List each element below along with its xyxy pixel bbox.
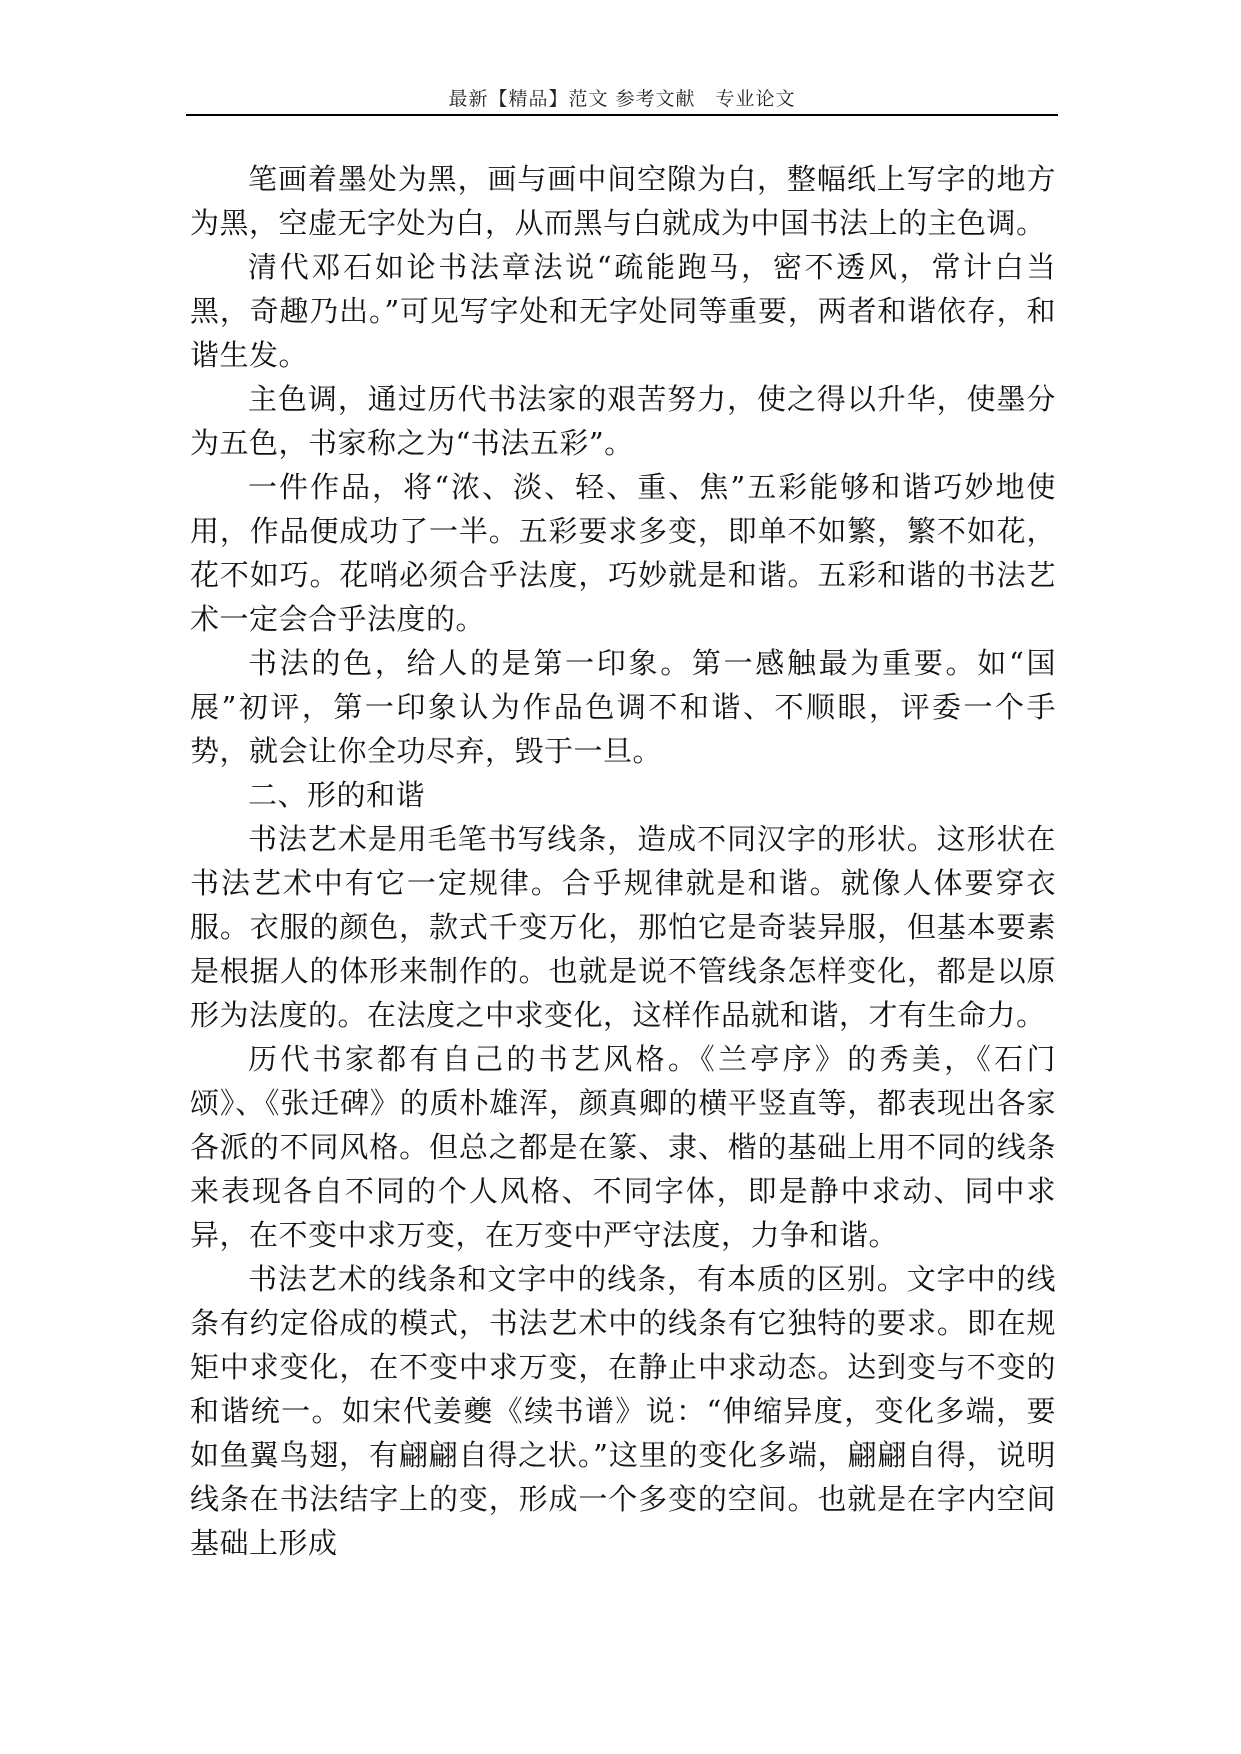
- paragraph-calligraphy-styles: 历代书家都有自己的书艺风格。《兰亭序》的秀美，《石门颂》、《张迁碑》的质朴雄浑，颜真卿的横平竖直等，都表现出各家各派的不同风格。但总之都是在篆、隶、楷的基础上用不同的线条来表现各自不同的个人风格、不同字体，即是静中求动、同中求异，在不变中求万变，在万变中严守法度，力争和谐。: [190, 1042, 1056, 1252]
- paragraph-deng-shiru: 清代邓石如论书法章法说“疏能跑马，密不透风，常计白当黑，奇趣乃出。”可见写字处和无字处同等重要，两者和谐依存，和谐生发。: [190, 250, 1056, 372]
- paragraph-line-essence: 书法艺术的线条和文字中的线条，有本质的区别。文字中的线条有约定俗成的模式，书法艺术中的线条有它独特的要求。即在规矩中求变化，在不变中求万变，在静止中求动态。达到变与不变的和谐统一。如宋代姜夔《续书谱》说：“伸缩异度，变化多端，要如鱼翼鸟翅，有翩翩自得之状。”这里的变化多端，翩翩自得，说明线条在书法结字上的变，形成一个多变的空间。也就是在字内空间基础上形成: [190, 1262, 1056, 1560]
- body-text: [190, 157, 1056, 1565]
- page-header: 最新【精品】范文 参考文献 专业论文: [448, 88, 796, 110]
- paragraph-main-tone: 主色调，通过历代书法家的艰苦努力，使之得以升华，使墨分为五色，书家称之为“书法五彩”。: [190, 382, 1056, 460]
- header-rule: [186, 114, 1058, 116]
- paragraph-first-impression: 书法的色，给人的是第一印象。第一感触最为重要。如“国展”初评，第一印象认为作品色调不和谐、不顺眼，评委一个手势，就会让你全功尽弃，毁于一旦。: [190, 646, 1056, 768]
- paragraph-brush-lines: 书法艺术是用毛笔书写线条，造成不同汉字的形状。这形状在书法艺术中有它一定规律。合乎规律就是和谐。就像人体要穿衣服。衣服的颜色，款式千变万化，那怕它是奇装异服，但基本要素是根据人的体形来制作的。也就是说不管线条怎样变化，都是以原形为法度的。在法度之中求变化，这样作品就和谐，才有生命力。: [190, 822, 1056, 1032]
- paragraph-black-white: 笔画着墨处为黑，画与画中间空隙为白，整幅纸上写字的地方为黑，空虚无字处为白，从而黑与白就成为中国书法上的主色调。: [190, 162, 1056, 240]
- paragraph-five-colors: 一件作品，将“浓、淡、轻、重、焦”五彩能够和谐巧妙地使用，作品便成功了一半。五彩要求多变，即单不如繁，繁不如花，花不如巧。花哨必须合乎法度，巧妙就是和谐。五彩和谐的书法艺术一定会合乎法度的。: [190, 470, 1056, 636]
- section-heading-form-harmony: 二、形的和谐: [248, 778, 426, 812]
